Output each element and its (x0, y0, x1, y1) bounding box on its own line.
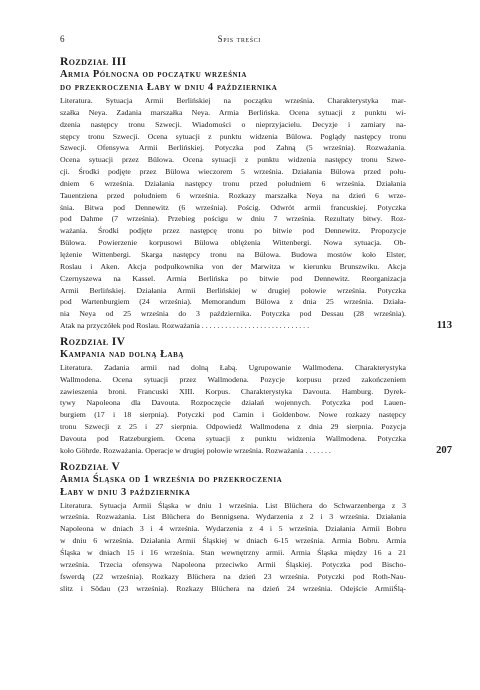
summary-line: września. Trzecia ofensywa Napoleona przeciwko Armii Śląskiej. Potyczka pod Bischo- (60, 559, 406, 569)
summary-line: śnia. Bitwa pod Dennewitz (6 września). Pościg. Odwrót armii francuskiej. Potyczka (60, 202, 406, 212)
chapter-entry (60, 460, 406, 595)
summary-line: pod Wartenburgiem (24 września). Memorandum Bülowa z dnia 25 września. Działa- (60, 297, 406, 307)
summary-line: burgiem (17 i 18 sierpnia). Potyczki pod Camin i Goldenbow. Nowe rozkazy następcy (60, 410, 406, 420)
summary-line: Literatura. Sytuacja Armii Berlińskiej na początku września. Charakterystyka mar- (60, 96, 406, 105)
summary-line: Armii Berlińskiej. Działania Armii Berlińskiej w drugiej połowie września. Potyczka (60, 285, 406, 295)
summary-line: Roslau i Aken. Akcja podpułkownika von der Marwitza w kierunku Brunszwiku. Akcja (60, 261, 406, 271)
summary-line: Napoleona w dniach 3 i 4 września. Wydarzenia z 4 i 5 września. Działania Armii Bobru (60, 524, 406, 534)
running-head (60, 33, 420, 45)
chapter-title-line: Armia Śląska od 1 września do przekroczenia (60, 473, 283, 485)
chapter-title (60, 68, 406, 94)
table-of-contents (60, 55, 452, 594)
chapter-summary (60, 362, 406, 457)
summary-line: koło Göhrde. Rozważania. Operacje w drugiej połowie września. Rozważania . . . . . . . (60, 445, 331, 455)
summary-line: szałka Neya. Zadania marszałka Neya. Armia Berlińska. Ocena sytuacji z punktu wi- (60, 107, 406, 117)
summary-line: nia Neya od 25 września do 3 października. Potyczka pod Dessau (28 września). (60, 309, 406, 319)
summary-line: Ocena sytuacji przez Bülowa. Ocena sytuacji z punktu widzenia następcy tronu Szwe- (60, 155, 406, 165)
chapter-page-number: 113 (436, 319, 452, 331)
chapter-title-line: Kampania nad dolną Łabą (60, 348, 184, 360)
summary-line: fswerdą (22 września). Rozkazy Blüchera na dzień 23 września. Potyczki pod Roth-Nau- (60, 571, 406, 581)
summary-line: stępcy tronu Szwecji. Ocena sytuacji z punktu widzenia Bülowa. Poglądy następcy tronu (60, 131, 406, 141)
summary-line: pod Dahme (7 września). Przebieg pościgu w dniu 7 września. Rezultaty bitwy. Roz- (60, 214, 406, 224)
chapter-title-line: Łaby w dniu 3 października (60, 486, 191, 498)
chapter-entry (60, 55, 452, 332)
chapter-label: Rozdział V (60, 459, 121, 473)
chapter-label: Rozdział III (60, 55, 127, 68)
summary-line: Wallmodena. Ocena sytuacji przez Wallmodena. Pozycje korpusu przed zakończeniem (60, 374, 406, 384)
summary-line: ważania. Środki podjęte przez następcę tronu po bitwie pod Dennewitz. Propozycje (60, 226, 406, 236)
summary-line: Literatura. Sytuacja Armii Śląska w dniu 1 września. List Blüchera do Schwarzenberga z 3 (60, 500, 406, 510)
summary-line: Bülowa. Powierzenie korpusowi Bülowa oblężenia Wittenbergi. Nowa sytuacja. Ob- (60, 238, 406, 248)
chapter-title-line: do przekroczenia Łaby w dniu 4 października (60, 82, 278, 93)
chapter-summary (60, 95, 406, 332)
summary-line: w dniu 6 września. Działania Armii Śląskiej w dniach 6-15 września. Armia Bobru. Armia (60, 536, 406, 546)
summary-line: września. Rozważania. List Blüchera do Bennigsena. Wydarzenia z 2 i 3 września. Działania (60, 512, 406, 522)
summary-line: cji. Środki podjęte przez Bülowa wieczorem 5 września. Działania Bülowa przed połu- (60, 167, 406, 177)
summary-line: lężenie Wittenbergi. Skarga następcy tronu na Bülowa. Budowa mostów koło Elster, (60, 249, 406, 259)
summary-line: Davouta pod Ratzeburgiem. Ocena sytuacji z punktu widzenia Wallmodena. Potyczka (60, 433, 406, 443)
running-title: Spis treści (217, 34, 261, 44)
summary-line: Czernyszewa na Kassel. Armia Berlińska po bitwie pod Dennewitz. Reorganizacja (60, 273, 406, 283)
summary-line: slitz i Södau (23 września). Rozkazy Blüchera na dzień 24 września. Odejście ArmiiŚlą- (60, 583, 406, 593)
page-number: 6 (60, 34, 65, 44)
chapter-entry (60, 334, 452, 457)
chapter-summary (60, 500, 406, 595)
summary-line: tywy Napoleona dla Davouta. Rozpoczęcie działań wojennych. Potyczka pod Lauen- (60, 398, 406, 408)
summary-line: zawieszenia broni. Francuski XIII. Korpus. Charakterystyka Davouta. Hamburg. Dyrek- (60, 386, 406, 396)
chapter-title (60, 348, 406, 361)
chapter-title-line: Armia Północna od początku września (60, 69, 248, 80)
summary-line: Tauentziena przed południem 6 września. Rozkazy marszałka Neya na dzień 6 wrze- (60, 190, 406, 200)
summary-line: Atak na przyczółek pod Roslau. Rozważania . . . . . . . . . . . . . . . . . . . . . . . . . . . . (60, 321, 310, 331)
summary-line: Śląska w dniach 15 i 16 września. Stan wewnętrzny armii. Armia Śląska między 16 a 21 (60, 548, 406, 557)
chapter-page-number: 207 (436, 444, 452, 456)
summary-line: dzenia następcy tronu Szwecji. Wiadomości o nieprzyjacielu. Decyzje i zamiary na- (60, 119, 406, 129)
summary-line: Literatura. Zadania armii nad dolną Łabą. Ugrupowanie Wallmodena. Charakterystyka (60, 362, 406, 372)
summary-line: Szwecji. Ofensywa Armii Berlińskiej. Potyczka pod Zahną (5 września). Rozważania. (60, 143, 406, 153)
summary-line: dniem 6 września. Działania następcy tronu przed południem 6 września. Działania (60, 178, 406, 188)
chapter-title (60, 473, 406, 499)
summary-line: tronu Szwecji z 25 i 27 sierpnia. Odpowiedź Wallmodena z dnia 29 sierpnia. Pozycja (60, 422, 406, 432)
chapter-label: Rozdział IV (60, 334, 126, 348)
